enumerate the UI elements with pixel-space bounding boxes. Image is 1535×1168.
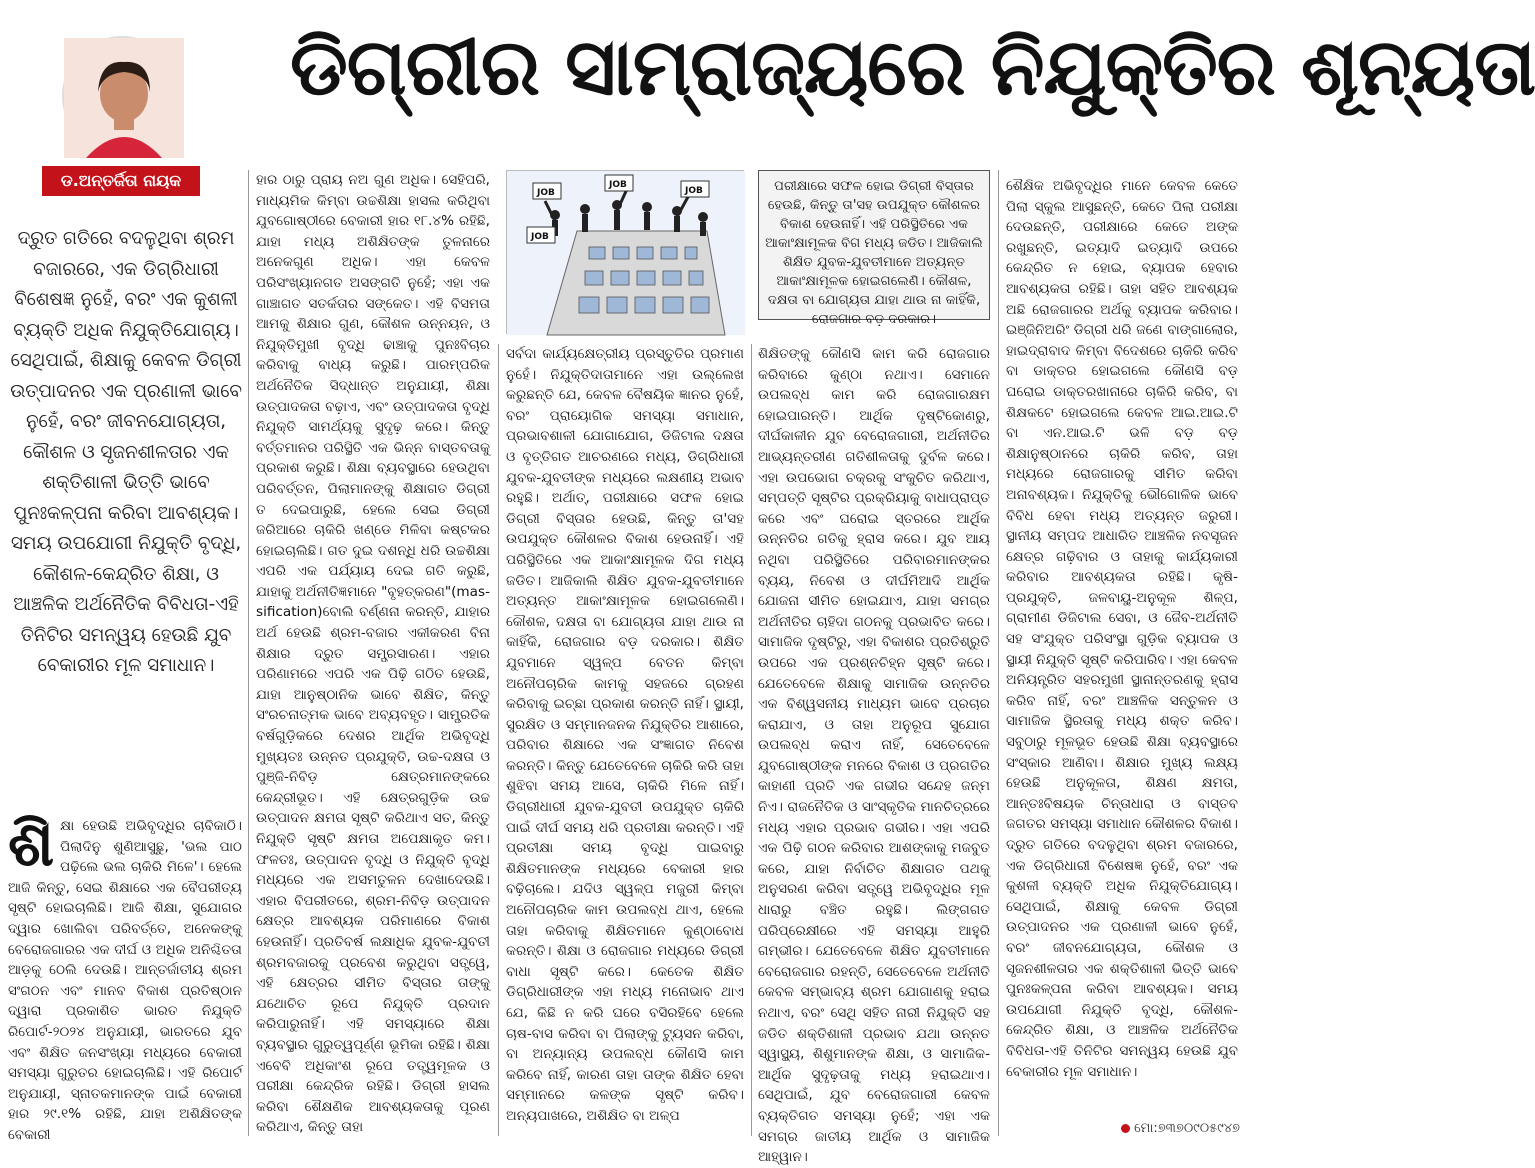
job-sign-4: JOB xyxy=(531,232,549,242)
column-3: ସର୍ବଦା କାର୍ଯ୍ୟକ୍ଷେତ୍ରୀୟ ପ୍ରସ୍ତୁତିର ପ୍ରମାଣ ନୁହେଁ। ନିଯୁକ୍ତିଦାତାମାନେ ଏହା ଉଲ୍ଲେଖ କରୁଛନ୍ତି ଯେ, କେବଳ ବୈଷୟିକ ଜ୍ଞାନର ନୁହେଁ, ବରଂ ପ୍ରାୟୋଗିକ ସମସ୍ୟା ସମାଧାନ, ପ୍ରଭାବଶାଳୀ ଯୋଗାଯୋଗ, ଡିଜିଟାଲ ଦକ୍ଷତା ଓ ବୃତ୍ତିଗତ ଆଚରଣରେ ମଧ୍ୟ, ଡିଗ୍ରିଧାରୀ ଯୁବକ-ଯୁବତୀଙ୍କ ମଧ୍ୟରେ ଲକ୍ଷଣୀୟ ଅଭାବ ରହୁଛି। ଅର୍ଥାତ୍, ପରୀକ୍ଷାରେ ସଫଳ ହୋଇ ଡିଗ୍ରୀ ବିସ୍ତାର ହେଉଛି, କିନ୍ତୁ ତା'ସହ ଉପଯୁକ୍ତ କୌଶଳର ବିକାଶ ହେଉନାହିଁ। ଏହି ପରିସ୍ଥିତିରେ ଏକ ଆକାଂକ୍ଷାମୂଳକ ଦିଗ ମଧ୍ୟ ଜଡିତ। ଆଜିକାଲି ଶିକ୍ଷିତ ଯୁବକ-ଯୁବତୀମାନେ ଅତ୍ୟନ୍ତ ଆକାଂକ୍ଷାମୂଳକ ହୋଇଗଲେଣି। କୌଶଳ, ଦକ୍ଷତା ବା ଯୋଗ୍ୟତା ଯାହା ଥାଉ ନା କାହିଁକି, ରୋଜଗାର ବଡ଼ ଦରକାର। ଶିକ୍ଷିତ ଯୁବମାନେ ସ୍ୱଳ୍ପ ବେତନ କିମ୍ବା ଅନୌପଚାରିକ କାମକୁ ସହଜରେ ଗ୍ରହଣ କରିବାକୁ ଇଚ୍ଛା ପ୍ରକାଶ କରନ୍ତି ନାହିଁ। ସ୍ଥାୟୀ, ସୁରକ୍ଷିତ ଓ ସମ୍ମାନଜନକ ନିଯୁକ୍ତିର ଆଶାରେ, ପରିବାର ଶିକ୍ଷାରେ ଏକ ସଂଜ୍ଞାଗତ ନିବେଶ କରନ୍ତି। କିନ୍ତୁ ଯେତେବେଳେ ଚାକିରି କରି ତାହା ଶୁଝିବା ସମୟ ଆସେ, ଚାକିରି ମିଳେ ନାହିଁ। ଡିଗ୍ରୀଧାରୀ ଯୁବକ-ଯୁବତୀ ଉପଯୁକ୍ତ ଚାକିରି ପାଇଁ ଦୀର୍ଘ ସମୟ ଧରି ପ୍ରତୀକ୍ଷା କରନ୍ତି। ଏହି ପ୍ରତୀକ୍ଷା ସମୟ ବୃଦ୍ଧି ପାଇବାରୁ ଶିକ୍ଷିତମାନଙ୍କ ମଧ୍ୟରେ ବେକାରୀ ହାର ବଢ଼ିଚାଲେ। ଯଦିଓ ସ୍ୱଳ୍ପ ମଜୁରୀ କିମ୍ବା ଅନୌପଚାରିକ କାମ ଉପଲବ୍ଧ ଥାଏ, ହେଲେ ତାହା କରିବାକୁ ଶିକ୍ଷିତମାନେ କୁଣ୍ଠାବୋଧ କରନ୍ତି। ଶିକ୍ଷା ଓ ରୋଜଗାର ମଧ୍ୟରେ ଡିଗ୍ରୀ ବାଧା ସୃଷ୍ଟି କରେ। କେତେକ ଶିକ୍ଷିତ ଡିଗ୍ରିଧାରୀଙ୍କ ଏହା ମଧ୍ୟ ମନୋଭାବ ଥାଏ ଯେ, କିଛି ନ କରି ଘରେ ବସିରହିବେ ହେଲେ ଚାଷ-ବାସ କରିବା ବା ପିଲାଙ୍କୁ ଟ୍ୟୁସନ କରିବା, ବା ଅନ୍ୟାନ୍ୟ ଉପଲବ୍ଧ କୌଣସି କାମ କରିବେ ନାହିଁ, କାରଣ ତାହା ତାଙ୍କ ଶିକ୍ଷିତ ହେବା ସମ୍ମାନରେ କଳଙ୍କ ସୃଷ୍ଟି କରିବ। ଅନ୍ୟପାଖରେ, ଅଶିକ୍ଷିତ ବା ଅଳ୍ପ xyxy=(506,346,744,1124)
job-sign-3: JOB xyxy=(685,186,703,196)
illustration xyxy=(506,170,744,334)
column-divider xyxy=(998,170,999,1136)
intro-summary: ଦ୍ରୁତ ଗତିରେ ବଦଳୁଥିବା ଶ୍ରମ ବଜାରରେ, ଏକ ଡିଗ୍ରିଧାରୀ ବିଶେଷଜ୍ଞ ନୁହେଁ, ବରଂ ଏକ କୁଶଳୀ ବ୍ୟକ୍ତି ଅଧିକ ନିଯୁକ୍ତିଯୋଗ୍ୟ। ସେଥିପାଇଁ, ଶିକ୍ଷାକୁ କେବଳ ଡିଗ୍ରୀ ଉତ୍ପାଦନର ଏକ ପ୍ରଣାଳୀ ଭାବେ ନୁହେଁ, ବରଂ ଜୀବନଯୋଗ୍ୟତା, କୌଶଳ ଓ ସୃଜନଶୀଳତାର ଏକ ଶକ୍ତିଶାଳୀ ଭିତ୍ତି ଭାବେ ପୁନଃକଳ୍ପନା କରିବା ଆବଶ୍ୟକ। ସମୟ ଉପଯୋଗୀ ନିଯୁକ୍ତି ବୃଦ୍ଧି, କୌଶଳ-କେନ୍ଦ୍ରିତ ଶିକ୍ଷା, ଓ ଆଞ୍ଚଳିକ ଅର୍ଥନୈତିକ ବିବିଧତା-ଏହି ତିନିଟିର ସମନ୍ୱୟ ହେଉଛି ଯୁବ ବେକାରୀର ମୂଳ ସମାଧାନ। xyxy=(10,228,242,676)
job-sign-2: JOB xyxy=(609,180,627,190)
author-photo xyxy=(62,36,182,156)
column-divider xyxy=(751,344,752,1136)
pull-quote: ପରୀକ୍ଷାରେ ସଫଳ ହୋଇ ଡିଗ୍ରୀ ବିସ୍ତାର ହେଉଛି, କିନ୍ତୁ ତା'ସହ ଉପଯୁକ୍ତ କୌଶଳର ବିକାଶ ହେଉନାହିଁ। ଏହି ପରିସ୍ଥିତିରେ ଏକ ଆକାଂକ୍ଷାମୂଳକ ବିଗ ମଧ୍ୟ ଜଡିତ। ଆଜିକାଲି ଶିକ୍ଷିତ ଯୁବକ-ଯୁବତୀମାନେ ଅତ୍ୟନ୍ତ ଆକାଂକ୍ଷାମୂଳକ ହୋଇଗଲେଣି। କୌଶଳ, ଦକ୍ଷତା ବା ଯୋଗ୍ୟତା ଯାହା ଥାଉ ନା କାହିଁକି, ରୋଜଗାର ବଡ଼ ଦରକାର। xyxy=(758,170,990,320)
bullet-icon xyxy=(1121,1124,1130,1133)
job-sign-1: JOB xyxy=(537,188,555,198)
column-2: ହାର ଠାରୁ ପ୍ରାୟ ନଅ ଗୁଣ ଅଧିକ। ସେହିପରି, ମାଧ୍ୟମିକ କିମ୍ବା ଉଚ୍ଚଶିକ୍ଷା ହାସଲ କରିଥିବା ଯୁବଗୋଷ୍ଠୀରେ ବେକାରୀ ହାର ୧୮.୪% ରହିଛି, ଯାହା ମଧ୍ୟ ଅଶିକ୍ଷିତଙ୍କ ତୁଳନାରେ ଅନେକଗୁଣ ଅଧିକ। ଏହା କେବଳ ପରିସଂଖ୍ୟାନଗତ ଅସଙ୍ଗତି ନୁହେଁ; ଏହା ଏକ ଗାଞ୍ଚାଗତ ସତର୍କତାର ସଙ୍କେତ। ଏହି ବିସମତା ଆମକୁ ଶିକ୍ଷାର ଗୁଣ, କୌଶଳ ଉନ୍ନୟନ, ଓ ନିଯୁକ୍ତିମୁଖୀ ବୃଦ୍ଧି ଢାଞ୍ଚାକୁ ପୁନଃବିଚାର କରିବାକୁ ବାଧ୍ୟ କରୁଛି। ପାରମ୍ପରିକ ଅର୍ଥନୈତିକ ସିଦ୍ଧାନ୍ତ ଅନୁଯାୟୀ, ଶିକ୍ଷା ଉତ୍ପାଦକତା ବଢ଼ାଏ, ଏବଂ ଉତ୍ପାଦକତା ବୃଦ୍ଧି ନିଯୁକ୍ତି ସାମର୍ଥ୍ୟକୁ ସୁଦୃଢ଼ କରେ। କିନ୍ତୁ ବର୍ତ୍ତମାନର ପରିସ୍ଥିତି ଏକ ଭିନ୍ନ ବାସ୍ତବତାକୁ ପ୍ରକାଶ କରୁଛି। ଶିକ୍ଷା ବ୍ୟବସ୍ଥାରେ ହେଉଥିବା ପରିବର୍ତ୍ତନ, ପିଲାମାନଙ୍କୁ ଶିକ୍ଷାଗତ ଡିଗ୍ରୀ ତ ଦେଇପାରୁଛି, ହେଲେ ସେଇ ଡିଗ୍ରୀ ଜରିଆରେ ଚାକିରି ଖଣ୍ଡେ ମିଳିବା କଷ୍ଟକର ହୋଇଚାଲିଛି। ଗତ ଦୁଇ ଦଶନ୍ଧି ଧରି ଉଚ୍ଚଶିକ୍ଷା ଏପରି ଏକ ପର୍ଯ୍ୟାୟ ଦେଇ ଗତି କରୁଛି, ଯାହାକୁ ଅର୍ଥନୀତିଜ୍ଞମାନେ "ବୃହତ୍କରଣ"(massification)ବୋଲି ବର୍ଣ୍ଣନା କରନ୍ତି, ଯାହାର ଅର୍ଥ ହେଉଛି ଶ୍ରମ-ବଜାର ଏକୀକରଣ ବିନା ଶିକ୍ଷାର ଦ୍ରୁତ ସମ୍ପ୍ରସାରଣ। ଏହାର ପରିଣାମରେ ଏପରି ଏକ ପିଢ଼ି ଗଠିତ ହେଉଛି, ଯାହା ଆନୁଷ୍ଠାନିକ ଭାବେ ଶିକ୍ଷିତ, କିନ୍ତୁ ସଂରଚନାତ୍ମକ ଭାବେ ଅବ୍ୟବହୃତ। ସାମ୍ପ୍ରତିକ ବର୍ଷଗୁଡ଼ିକରେ ଦେଶର ଆର୍ଥିକ ଅଭିବୃଦ୍ଧି ମୁଖ୍ୟତଃ ଉନ୍ନତ ପ୍ରଯୁକ୍ତି, ଉଚ୍ଚ-ଦକ୍ଷତା ଓ ପୁଞ୍ଜି-ନିବିଡ଼ କ୍ଷେତ୍ରମାନଙ୍କରେ କେନ୍ଦ୍ରୀଭୂତ। ଏହି କ୍ଷେତ୍ରଗୁଡ଼ିକ ଉଚ୍ଚ ଉତ୍ପାଦନ କ୍ଷମତା ସୃଷ୍ଟି କରିଥାଏ ସତ, କିନ୍ତୁ ନିଯୁକ୍ତି ସୃଷ୍ଟି କ୍ଷମତା ଅପେକ୍ଷାକୃତ କମ। ଫଳତଃ, ଉତ୍ପାଦନ ବୃଦ୍ଧି ଓ ନିଯୁକ୍ତି ବୃଦ୍ଧି ମଧ୍ୟରେ ଏକ ଅସମତୁଳନ ଦେଖାଦେଉଛି। ଏହାର ବିପରୀତରେ, ଶ୍ରମ-ନିବିଡ଼ ଉତ୍ପାଦନ କ୍ଷେତ୍ର ଆବଶ୍ୟକ ପରିମାଣରେ ବିକାଶ ହେଉନାହିଁ। ପ୍ରତିବର୍ଷ ଲକ୍ଷାଧିକ ଯୁବକ-ଯୁବତୀ ଶ୍ରମବଜାରକୁ ପ୍ରବେଶ କରୁଥିବା ସତ୍ତ୍ୱେ, ଏହି କ୍ଷେତ୍ରର ସୀମିତ ବିସ୍ତାର ତାଙ୍କୁ ଯଥୋଚିତ ରୂପେ ନିଯୁକ୍ତି ପ୍ରଦାନ କରିପାରୁନାହିଁ। ଏହି ସମସ୍ୟାରେ ଶିକ୍ଷା ବ୍ୟବସ୍ଥାର ଗୁରୁତ୍ୱପୂର୍ଣ୍ଣ ଭୂମିକା ରହିଛି। ଶିକ୍ଷା ଏବେବି ଅଧିକାଂଶ ରୂପେ ତତ୍ତ୍ୱମୂଳକ ଓ ପରୀକ୍ଷା କେନ୍ଦ୍ରିକ ରହିଛି। ଡିଗ୍ରୀ ହାସଲ କରିବା ଶୈକ୍ଷଣିକ ଆବଶ୍ୟକତାକୁ ପୂରଣ କରିଥାଏ, କିନ୍ତୁ ତାହା xyxy=(256,172,490,1136)
column-4: ଶିକ୍ଷିତଙ୍କୁ କୌଣସି କାମ କରି ରୋଜଗାର କରିବାରେ କୁଣ୍ଠା ନଥାଏ। ସେମାନେ ଉପଲବ୍ଧ କାମ କରି ରୋଜଗାରକ୍ଷମ ହୋଇପାରନ୍ତି। ଆର୍ଥିକ ଦୃଷ୍ଟିକୋଣରୁ, ଦୀର୍ଘକାଳୀନ ଯୁବ ବେରୋଜଗାରୀ, ଅର୍ଥନୀତିର ଆଭ୍ୟନ୍ତରୀଣ ଗତିଶୀଳତାକୁ ଦୁର୍ବଳ କରେ। ଏହା ଉପଭୋଗ ଚକ୍ରକୁ ସଂକୁଚିତ କରିଥାଏ, ସମ୍ପତ୍ତି ସୃଷ୍ଟିର ପ୍ରକ୍ରିୟାକୁ ବାଧାପ୍ରାପ୍ତ କରେ ଏବଂ ଘରୋଇ ସ୍ତରରେ ଆର୍ଥିକ ଉନ୍ନତିର ଗତିକୁ ହ୍ରାସ କରେ। ଯୁବ ଆୟ ନଥିବା ପରିସ୍ଥିତିରେ ପରିବାରମାନଙ୍କର ବ୍ୟୟ, ନିବେଶ ଓ ଦୀର୍ଘମିଆଦି ଆର୍ଥିକ ଯୋଜନା ସୀମିତ ହୋଇଯାଏ, ଯାହା ସମଗ୍ର ଅର୍ଥନୀତିର ଚାହିଦା ଗଠନକୁ ପ୍ରଭାବିତ କରେ। ସାମାଜିକ ଦୃଷ୍ଟିରୁ, ଏହା ବିକାଶର ପ୍ରତିଶ୍ରୁତି ଉପରେ ଏକ ପ୍ରଶ୍ନଚିହ୍ନ ସୃଷ୍ଟି କରେ। ଯେତେବେଳେ ଶିକ୍ଷାକୁ ସାମାଜିକ ଉନ୍ନତିର ଏକ ବିଶ୍ୱସନୀୟ ମାଧ୍ୟମ ଭାବେ ପ୍ରଚାର କରାଯାଏ, ଓ ତାହା ଅନୁରୂପ ସୁଯୋଗ ଉପଲବ୍ଧ କରାଏ ନାହିଁ, ସେତେବେଳେ ଯୁବଗୋଷ୍ଠୀଙ୍କ ମନରେ ବିକାଶ ଓ ପ୍ରଗତିର କାହାଣୀ ପ୍ରତି ଏକ ଗଭୀର ସନ୍ଦେହ ଜନ୍ମ ନିଏ। ରାଜନୈତିକ ଓ ସାଂସ୍କୃତିକ ମାନଚିତ୍ରରେ ମଧ୍ୟ ଏହାର ପ୍ରଭାବ ଗଭୀର। ଏହା ଏପରି ଏକ ପିଢ଼ି ଗଠନ କରିବାର ଆଶଙ୍କାକୁ ମଜବୁତ କରେ, ଯାହା ନିର୍ବାଚିତ ଶିକ୍ଷାଗତ ପଥକୁ ଅନୁସରଣ କରିବା ସତ୍ତ୍ୱେ ଅଭିବୃଦ୍ଧିର ମୂଳ ଧାରାରୁ ବଞ୍ଚିତ ରହୁଛି। ଲିଙ୍ଗଗତ ପରିପ୍ରେକ୍ଷୀରେ ଏହି ସମସ୍ୟା ଆହୁରି ଗମ୍ଭୀର। ଯେତେବେଳେ ଶିକ୍ଷିତ ଯୁବତୀମାନେ ବେରୋଜଗାର ରହନ୍ତି, ସେତେବେଳେ ଅର୍ଥନୀତି କେବଳ ସମ୍ଭାବ୍ୟ ଶ୍ରମ ଯୋଗାଣକୁ ହରାଇ ନଥାଏ, ବରଂ ସେଥି ସହିତ ନାରୀ ନିଯୁକ୍ତି ସହ ଜଡିତ ଶକ୍ତିଶାଳୀ ପ୍ରଭାବ ଯଥା ଉନ୍ନତ ସ୍ୱାସ୍ଥ୍ୟ, ଶିଶୁମାନଙ୍କ ଶିକ୍ଷା, ଓ ସାମାଜିକ-ଆର୍ଥିକ ସୁଦୃଢ଼ତାକୁ ମଧ୍ୟ ହରାଇଥାଏ। ସେଥିପାଇଁ, ଯୁବ ବେରୋଜଗାରୀ କେବଳ ବ୍ୟକ୍ତିଗତ ସମସ୍ୟା ନୁହେଁ; ଏହା ଏକ ସମଗ୍ର ଜାତୀୟ ଆର୍ଥିକ ଓ ସାମାଜିକ ଆହ୍ୱାନ। xyxy=(758,346,990,1166)
author-phone xyxy=(1080,1118,1240,1140)
headline: ଡିଗ୍ରୀର ସାମ୍ରାଜ୍ୟରେ ନିଯୁକ୍ତିର ଶୂନ୍ୟତା xyxy=(290,23,1535,113)
column-5: ଶୈକ୍ଷିକ ଅଭିବୃଦ୍ଧିର ମାନେ କେବଳ କେତେ ପିଲା ସ୍କୁଲ ଆସୁଛନ୍ତି, କେତେ ପିଲା ପରୀକ୍ଷା ଦେଉଛନ୍ତି, ପରୀକ୍ଷାରେ କେତେ ଅଙ୍କ ରଖୁଛନ୍ତି, ଇତ୍ୟାଦି ଇତ୍ୟାଦି ଉପରେ କେନ୍ଦ୍ରିତ ନ ହୋଇ, ବ୍ୟାପକ ହେବାର ଆବଶ୍ୟକତା ରହିଛି। ତାହା ସହିତ ଆବଶ୍ୟକ ଅଛି ରୋଜଗାରର ଅର୍ଥକୁ ବ୍ୟାପକ କରିବାର। ଇଞ୍ଜିନିଅରିଂ ଡିଗ୍ରୀ ଧରି ଜଣେ ବାଙ୍ଗାଲୋର, ହାଇଦ୍ରାବାଦ କିମ୍ବା ବିଦେଶରେ ଚାକିରି କରିବ ବା ଡାକ୍ତର ହୋଇଗଲେ କୌଣସି ବଡ଼ ଘରୋଇ ଡାକ୍ତରଖାନାରେ ଚାକିରି କରିବ, ବା ଶିକ୍ଷକଟେ ହୋଇଗଲେ କେବଳ ଆଇ.ଆଇ.ଟି ବା ଏନ.ଆଇ.ଟି ଭଳି ବଡ଼ ବଡ଼ ଶିକ୍ଷାନୁଷ୍ଠାନରେ ଚାକିରି କରିବ, ତାହା ମଧ୍ୟରେ ରୋଜଗାରକୁ ସୀମିତ କରିବା ଅନାବଶ୍ୟକ। ନିଯୁକ୍ତିକୁ ଭୌଗୋଳିକ ଭାବେ ବିବିଧ ହେବା ମଧ୍ୟ ଅତ୍ୟନ୍ତ ଜରୁରୀ। ସ୍ଥାନୀୟ ସମ୍ପଦ ଆଧାରିତ ଆଞ୍ଚଳିକ ନବସୃଜନ କ୍ଷେତ୍ର ଗଢ଼ିବାର ଓ ତାହାକୁ କାର୍ଯ୍ୟକାରୀ କରିବାର ଆବଶ୍ୟକତା ରହିଛି। କୃଷି-ପ୍ରଯୁକ୍ତି, ଜଳବାୟୁ-ଅନୁକୂଳ ଶିଳ୍ପ, ଗ୍ରାମୀଣ ଡିଜିଟାଲ ସେବା, ଓ ଜୈବ-ଅର୍ଥନୀତି ସହ ସଂଯୁକ୍ତ ପରିସଂସ୍ଥା ଗୁଡ଼ିକ ବ୍ୟାପକ ଓ ସ୍ଥାୟୀ ନିଯୁକ୍ତି ସୃଷ୍ଟି କରିପାରିବ। ଏହା କେବଳ ଅନିୟନ୍ତ୍ରିତ ସହରମୁଖୀ ସ୍ଥାନାନ୍ତରଣକୁ ହ୍ରାସ କରିବ ନାହିଁ, ବରଂ ଆଞ୍ଚଳିକ ସନ୍ତୁଳନ ଓ ସାମାଜିକ ସ୍ଥିରତାକୁ ମଧ୍ୟ ଶକ୍ତ କରିବ। ସବୁଠାରୁ ମୂଳଭୂତ ହେଉଛି ଶିକ୍ଷା ବ୍ୟବସ୍ଥାରେ ସଂସ୍କାର ଆଣିବା। ଶିକ୍ଷାର ମୁଖ୍ୟ ଲକ୍ଷ୍ୟ ହେଉଛି ଅନୁକୂଳତା, ଶିକ୍ଷଣ କ୍ଷମତା, ଆନ୍ତଃବିଷୟକ ଚିନ୍ତାଧାରା ଓ ବାସ୍ତବ ଜଗତର ସମସ୍ୟା ସମାଧାନ କୌଶଳର ବିକାଶ। ଦ୍ରୁତ ଗତିରେ ବଦଳୁଥିବା ଶ୍ରମ ବଜାରରେ, ଏକ ଡିଗ୍ରିଧାରୀ ବିଶେଷଜ୍ଞ ନୁହେଁ, ବରଂ ଏକ କୁଶଳୀ ବ୍ୟକ୍ତି ଅଧିକ ନିଯୁକ୍ତିଯୋଗ୍ୟ। ସେଥିପାଇଁ, ଶିକ୍ଷାକୁ କେବଳ ଡିଗ୍ରୀ ଉତ୍ପାଦନର ଏକ ପ୍ରଣାଳୀ ଭାବେ ନୁହେଁ, ବରଂ ଜୀବନଯୋଗ୍ୟତା, କୌଶଳ ଓ ସୃଜନଶୀଳତାର ଏକ ଶକ୍ତିଶାଳୀ ଭିତ୍ତି ଭାବେ ପୁନଃକଳ୍ପନା କରିବା ଆବଶ୍ୟକ। ସମୟ ଉପଯୋଗୀ ନିଯୁକ୍ତି ବୃଦ୍ଧି, କୌଶଳ-କେନ୍ଦ୍ରିତ ଶିକ୍ଷା, ଓ ଆଞ୍ଚଳିକ ଅର୍ଥନୈତିକ ବିବିଧତା-ଏହି ତିନିଟିର ସମନ୍ୱୟ ହେଉଛି ଯୁବ ବେକାରୀର ମୂଳ ସମାଧାନ। xyxy=(1006,178,1238,1080)
phone-number: ମୋ:୭୩୭୦୯୦୫୯୪୭ xyxy=(1134,1121,1240,1136)
author-byline: ଡ.ଅନ୍ତର୍ଜିତା ନାୟକ xyxy=(42,166,200,196)
job-crowd-illustration-icon xyxy=(507,171,745,335)
column-divider xyxy=(248,170,249,1136)
column-divider xyxy=(498,344,499,1136)
author-portrait-icon xyxy=(64,38,184,158)
dropcap: ଶି xyxy=(8,807,55,880)
column-1-text: କ୍ଷା ହେଉଛି ଅଭିବୃଦ୍ଧିର ଚାବିକାଠି। ପିଲାଦିନୁ ଶୁଣିଆସୁଛୁ, 'ଭଲ ପାଠ ପଢ଼ିଲେ ଭଲ ଚାକିରି ମିଳେ'। ହେଲେ ଆଜି କିନ୍ତୁ, ସେଇ ଶିକ୍ଷାରେ ଏକ ବୈପରୀତ୍ୟ ସୃଷ୍ଟି ହୋଇଚାଲିଛି। ଆଜି ଶିକ୍ଷା, ସୁଯୋଗର ଦ୍ୱାର ଖୋଲିବା ପରିବର୍ତ୍ତେ, ଅନେକଙ୍କୁ ବେରୋଜଗାରର ଏକ ଦୀର୍ଘ ଓ ଅଧିକ ଅନିଶ୍ଚିତତା ଆଡ଼କୁ ଠେଲି ଦେଉଛି। ଆନ୍ତର୍ଜାତୀୟ ଶ୍ରମ ସଂଗଠନ ଏବଂ ମାନବ ବିକାଶ ପ୍ରତିଷ୍ଠାନ ଦ୍ୱାରା ପ୍ରକାଶିତ ଭାରତ ନିଯୁକ୍ତି ରିପୋର୍ଟ-୨୦୨୪ ଅନୁଯାୟୀ, ଭାରତରେ ଯୁବ ଏବଂ ଶିକ୍ଷିତ ଜନସଂଖ୍ୟା ମଧ୍ୟରେ ବେକାରୀ ସମସ୍ୟା ଗୁରୁତର ହୋଇଚାଲିଛି। ଏହି ରିପୋର୍ଟ ଅନୁଯାୟୀ, ସ୍ନାତକମାନଙ୍କ ପାଇଁ ବେକାରୀ ହାର ୨୯.୧% ରହିଛି, ଯାହା ଅଶିକ୍ଷିତଙ୍କ ବେକାରୀ xyxy=(8,818,242,1143)
column-1 xyxy=(8,807,242,1143)
